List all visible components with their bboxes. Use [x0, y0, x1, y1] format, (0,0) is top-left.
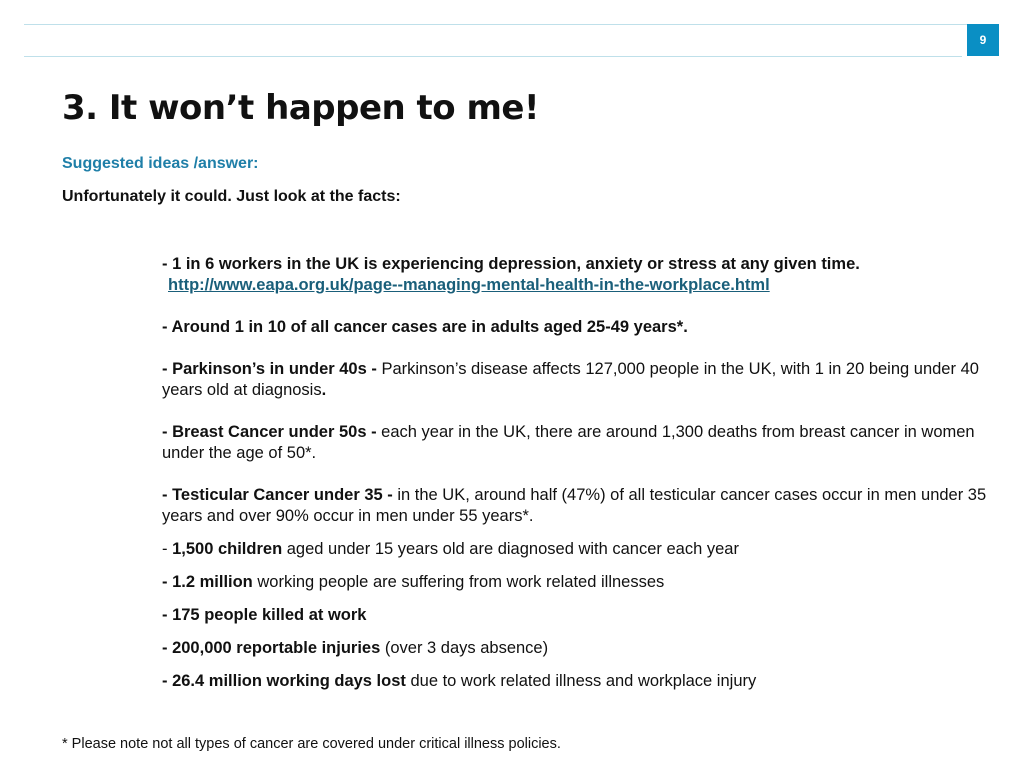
fact-bold: - 1 in 6 workers in the UK is experiencing depression, anxiety or stress at any given time.: [162, 255, 860, 273]
fact-bold: - Breast Cancer under 50s -: [162, 423, 382, 441]
fact-parkinsons: [162, 359, 992, 401]
fact-text: each year in the UK, there are around 1,300 deaths from breast cancer in women under the age of 50*.: [162, 423, 975, 462]
fact-bold: - Testicular Cancer under 35 -: [162, 486, 398, 504]
eapa-link[interactable]: http://www.eapa.org.uk/page--managing-mental-health-in-the-workplace.html: [168, 276, 770, 294]
fact-work-illness: [162, 572, 992, 593]
fact-prefix: -: [162, 540, 173, 558]
fact-text: due to work related illness and workplace injury: [405, 672, 757, 690]
fact-bold: - Around 1 in 10 of all cancer cases are in adults aged 25-49 years*.: [162, 318, 688, 336]
fact-bold: - 175 people killed at work: [162, 606, 367, 624]
fact-cancer-25-49: [162, 317, 992, 338]
slide-title: 3. It won’t happen to me!: [62, 88, 539, 128]
fact-testicular-cancer: [162, 485, 992, 527]
slide-subtitle: Suggested ideas /answer:: [62, 155, 259, 172]
page-number-badge: 9: [967, 24, 999, 56]
footnote: * Please note not all types of cancer are covered under critical illness policies.: [62, 736, 561, 752]
fact-text: in the UK, around half (47%) of all testicular cancer cases occur in men under 35 years and over 90% occur in men under 55 years*.: [162, 486, 987, 525]
facts-list: [162, 254, 992, 692]
fact-bold: 1,500 children: [172, 540, 283, 558]
fact-text: working people are suffering from work related illnesses: [252, 573, 665, 591]
fact-injuries: [162, 638, 992, 659]
fact-text: Parkinson’s disease affects 127,000 people in the UK, with 1 in 20 being under 40 years old at diagnosis: [162, 360, 979, 399]
fact-bold: - 200,000 reportable injuries: [162, 639, 381, 657]
fact-breast-cancer: [162, 422, 992, 464]
fact-text: (over 3 days absence): [380, 639, 549, 657]
fact-bold: - 26.4 million working days lost: [162, 672, 406, 690]
fact-depression: [162, 254, 992, 296]
intro-text: Unfortunately it could. Just look at the facts:: [62, 188, 401, 205]
header-rule-bottom: [24, 56, 962, 57]
header-rule-top: [24, 24, 999, 25]
fact-bold: - 1.2 million: [162, 573, 253, 591]
fact-children: [162, 539, 992, 560]
fact-killed-at-work: [162, 605, 992, 626]
fact-tail: .: [321, 381, 327, 399]
fact-bold: - Parkinson’s in under 40s -: [162, 360, 382, 378]
fact-days-lost: [162, 671, 992, 692]
fact-text: aged under 15 years old are diagnosed with cancer each year: [282, 540, 739, 558]
